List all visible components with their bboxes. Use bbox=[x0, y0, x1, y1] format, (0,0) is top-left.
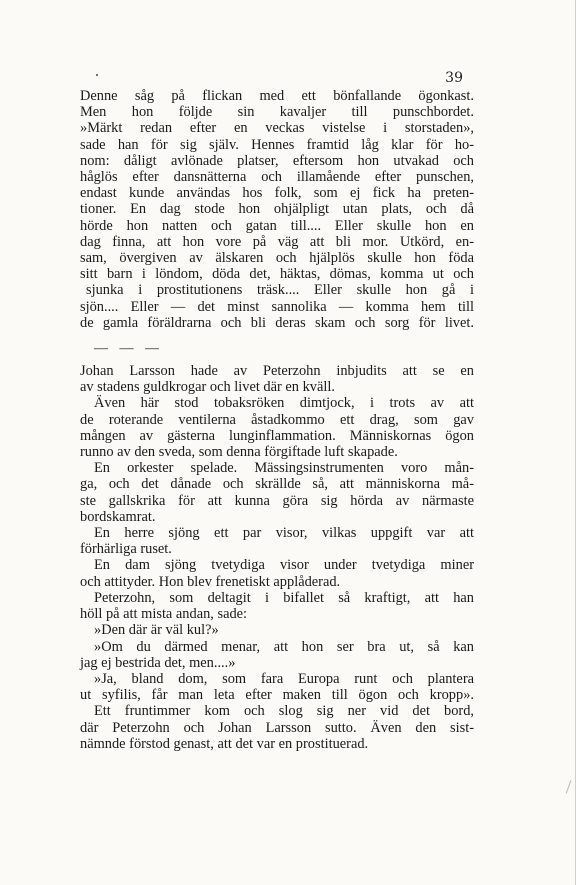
text-line: dag finna, att hon vore på väg att bli mor. Utkörd, en- bbox=[80, 233, 474, 250]
text-line: nämnde förstod genast, att det var en prostituerad. bbox=[80, 735, 369, 752]
paragraph bbox=[80, 363, 474, 395]
text-line: sjön.... Eller — det minst sannolika — komma hem till bbox=[80, 298, 474, 315]
text-line: endast kunde användas hos folk, som ej fick ha preten- bbox=[80, 185, 474, 202]
text-line: En dam sjöng tvetydiga visor under tvetydiga miner bbox=[94, 557, 474, 574]
scan-mark bbox=[566, 780, 572, 793]
text-line: »Märkt redan efter en veckas vistelse i storstaden», bbox=[80, 120, 474, 137]
section-break-dashes: — — — bbox=[94, 341, 163, 357]
paragraph bbox=[80, 525, 474, 557]
text-line: tioner. En dag stode hon ohjälpligt utan plats, och då bbox=[80, 201, 474, 218]
text-line: Ett fruntimmer kom och slog sig ner vid det bord, bbox=[94, 703, 474, 720]
text-line: Även här stod tobaksröken dimtjock, i trots av att bbox=[94, 395, 474, 412]
text-line: de roterande ventilerna åstadkommo ett drag, som gav bbox=[80, 411, 474, 428]
section-break bbox=[80, 331, 474, 363]
text-line: där Peterzohn och Johan Larsson sutto. Även den sist- bbox=[80, 719, 474, 736]
text-line: sjunka i prostitutionens träsk.... Eller skulle hon gå i bbox=[86, 282, 474, 299]
text-line: »Om du därmed menar, att hon ser bra ut, så kan bbox=[94, 638, 474, 655]
text-line: En orkester spelade. Mässingsinstrumenten voro mån- bbox=[94, 460, 474, 477]
text-line: hörde hon natten och gatan till.... Eller skulle hon en bbox=[80, 217, 474, 234]
text-line: mången av gästerna lunginflammation. Människornas ögon bbox=[80, 427, 474, 444]
text-line: förhärliga ruset. bbox=[80, 541, 172, 558]
text-line: sam, övergiven av älskaren och hjälplös skulle hon föda bbox=[80, 250, 474, 267]
text-line: ste gallskrika för att kunna göra sig hörda av närmaste bbox=[80, 492, 474, 509]
paragraph bbox=[80, 590, 474, 622]
text-line: sitt barn i löndom, döda det, häktas, dömas, komma ut och bbox=[80, 266, 474, 283]
text-line: höll på att mista andan, sade: bbox=[80, 606, 248, 623]
text-line: Peterzohn, som deltagit i bifallet så kraftigt, att han bbox=[94, 589, 474, 606]
paragraph bbox=[80, 460, 474, 525]
page-number: 39 bbox=[445, 70, 463, 86]
text-line: En herre sjöng ett par visor, vilkas uppgift var att bbox=[94, 525, 474, 542]
text-line: nom: dåligt avlönade platser, eftersom hon utvakad och bbox=[80, 152, 474, 169]
text-line: bordskamrat. bbox=[80, 508, 156, 525]
text-line: »Ja, bland dom, som fara Europa runt och plantera bbox=[94, 670, 474, 687]
paragraph bbox=[80, 622, 474, 638]
text-line: »Den där är väl kul?» bbox=[94, 622, 219, 639]
text-line: sade han för sig själv. Hennes framtid låg klar för ho- bbox=[80, 136, 474, 153]
text-line: ga, och det dånade och skrällde så, att människorna må- bbox=[80, 476, 474, 493]
text-line: runno av den sveda, som denna förgiftade luft skapade. bbox=[80, 444, 398, 461]
body-text bbox=[80, 88, 474, 752]
paragraph bbox=[80, 671, 474, 703]
text-line: de gamla föräldrarna och bli deras skam och sorg för livet. bbox=[80, 314, 474, 331]
text-line: Denne såg på flickan med ett bönfallande ögonkast. bbox=[80, 88, 474, 104]
paragraph bbox=[80, 639, 474, 671]
text-line: Men hon följde sin kavaljer till punschbordet. bbox=[80, 104, 474, 121]
paragraph bbox=[80, 703, 474, 752]
paragraph bbox=[80, 395, 474, 460]
text-line: Johan Larsson hade av Peterzohn inbjudits att se en bbox=[80, 363, 474, 380]
paragraph bbox=[80, 88, 474, 331]
text-line: håglös efter dansnätterna och illamående efter punschen, bbox=[80, 169, 474, 186]
text-line: av stadens guldkrogar och livet där en kväll. bbox=[80, 379, 335, 396]
text-line: ut syfilis, får man leta efter maken till ögon och kropp». bbox=[80, 687, 474, 704]
text-line: och attityder. Hon blev frenetiskt applåderad. bbox=[80, 573, 341, 590]
paragraph bbox=[80, 557, 474, 589]
page-speck bbox=[96, 74, 98, 76]
text-line: jag ej bestrida det, men....» bbox=[80, 654, 236, 671]
